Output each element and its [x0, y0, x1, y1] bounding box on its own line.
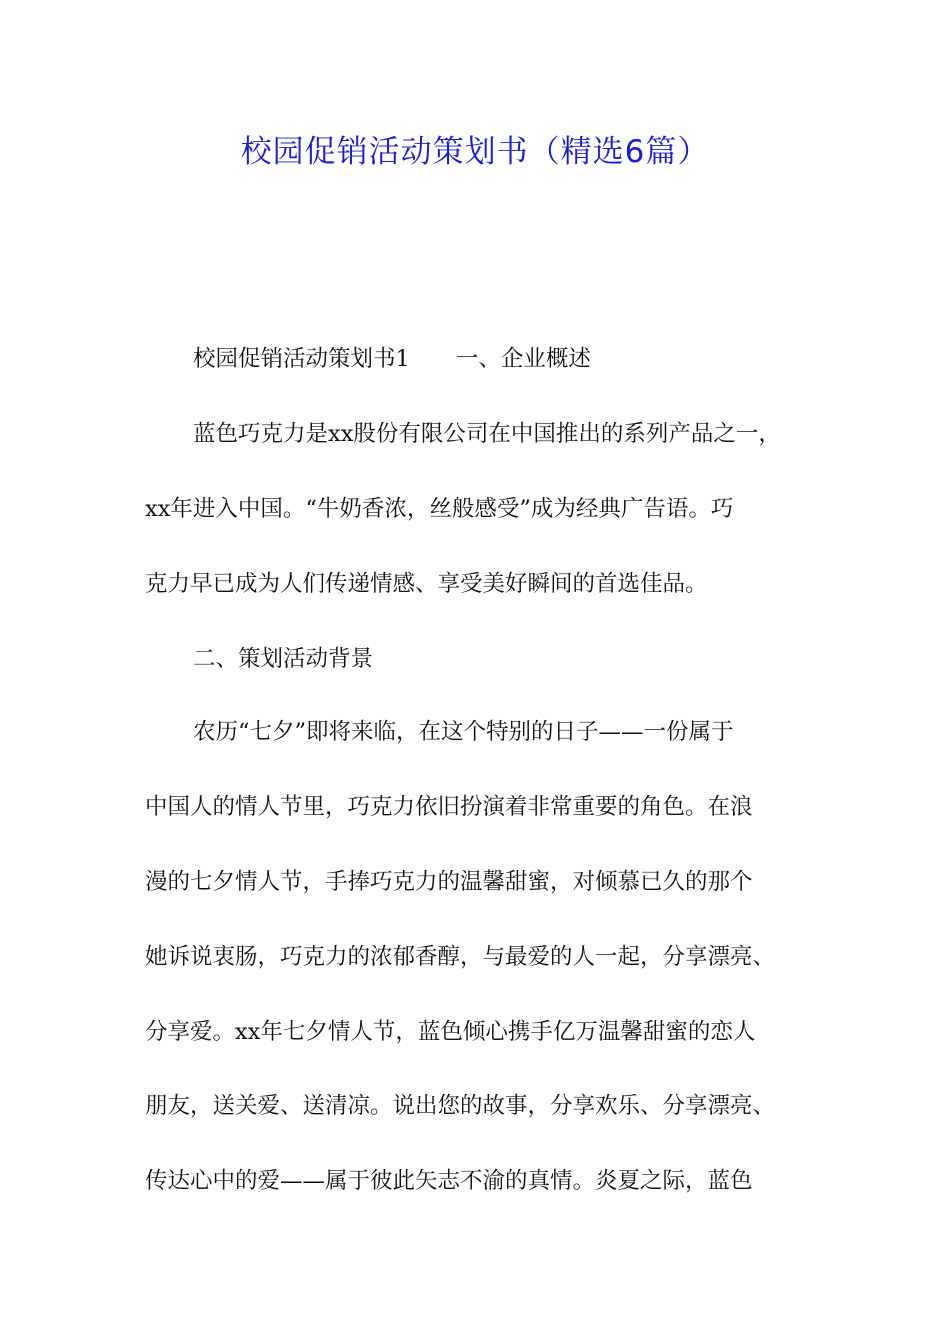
paragraph-line: 漫的七夕情人节，手捧巧克力的温馨甜蜜，对倾慕已久的那个 [145, 869, 753, 895]
paragraph-line: 朋友，送关爱、送清凉。说出您的故事，分享欢乐、分享漂亮、 [145, 1093, 776, 1119]
document-title: 校园促销活动策划书（精选6篇） [240, 134, 710, 170]
paragraph-line: 分享爱。xx年七夕情人节，蓝色倾心携手亿万温馨甜蜜的恋人 [145, 1019, 756, 1045]
paragraph-line: 她诉说衷肠，巧克力的浓郁香醇，与最爱的人一起，分享漂亮、 [145, 944, 776, 970]
section-heading-line [193, 341, 591, 377]
plan-number-label: 校园促销活动策划书1 [193, 346, 410, 372]
section-heading: 二、策划活动背景 [193, 646, 374, 672]
paragraph-line: xx年进入中国。“牛奶香浓，丝般感受”成为经典广告语。巧 [145, 496, 734, 522]
paragraph-line: 中国人的情人节里，巧克力依旧扮演着非常重要的角色。在浪 [145, 794, 753, 820]
paragraph-line: 克力早已成为人们传递情感、享受美好瞬间的首选佳品。 [145, 571, 708, 597]
paragraph-line: 农历“七夕”即将来临，在这个特别的日子——一份属于 [193, 719, 734, 745]
paragraph-line: 蓝色巧克力是xx股份有限公司在中国推出的系列产品之一， [193, 421, 781, 447]
paragraph-line: 传达心中的爱——属于彼此矢志不渝的真情。炎夏之际，蓝色 [145, 1168, 753, 1194]
section-heading-company-overview: 一、企业概述 [455, 346, 591, 372]
